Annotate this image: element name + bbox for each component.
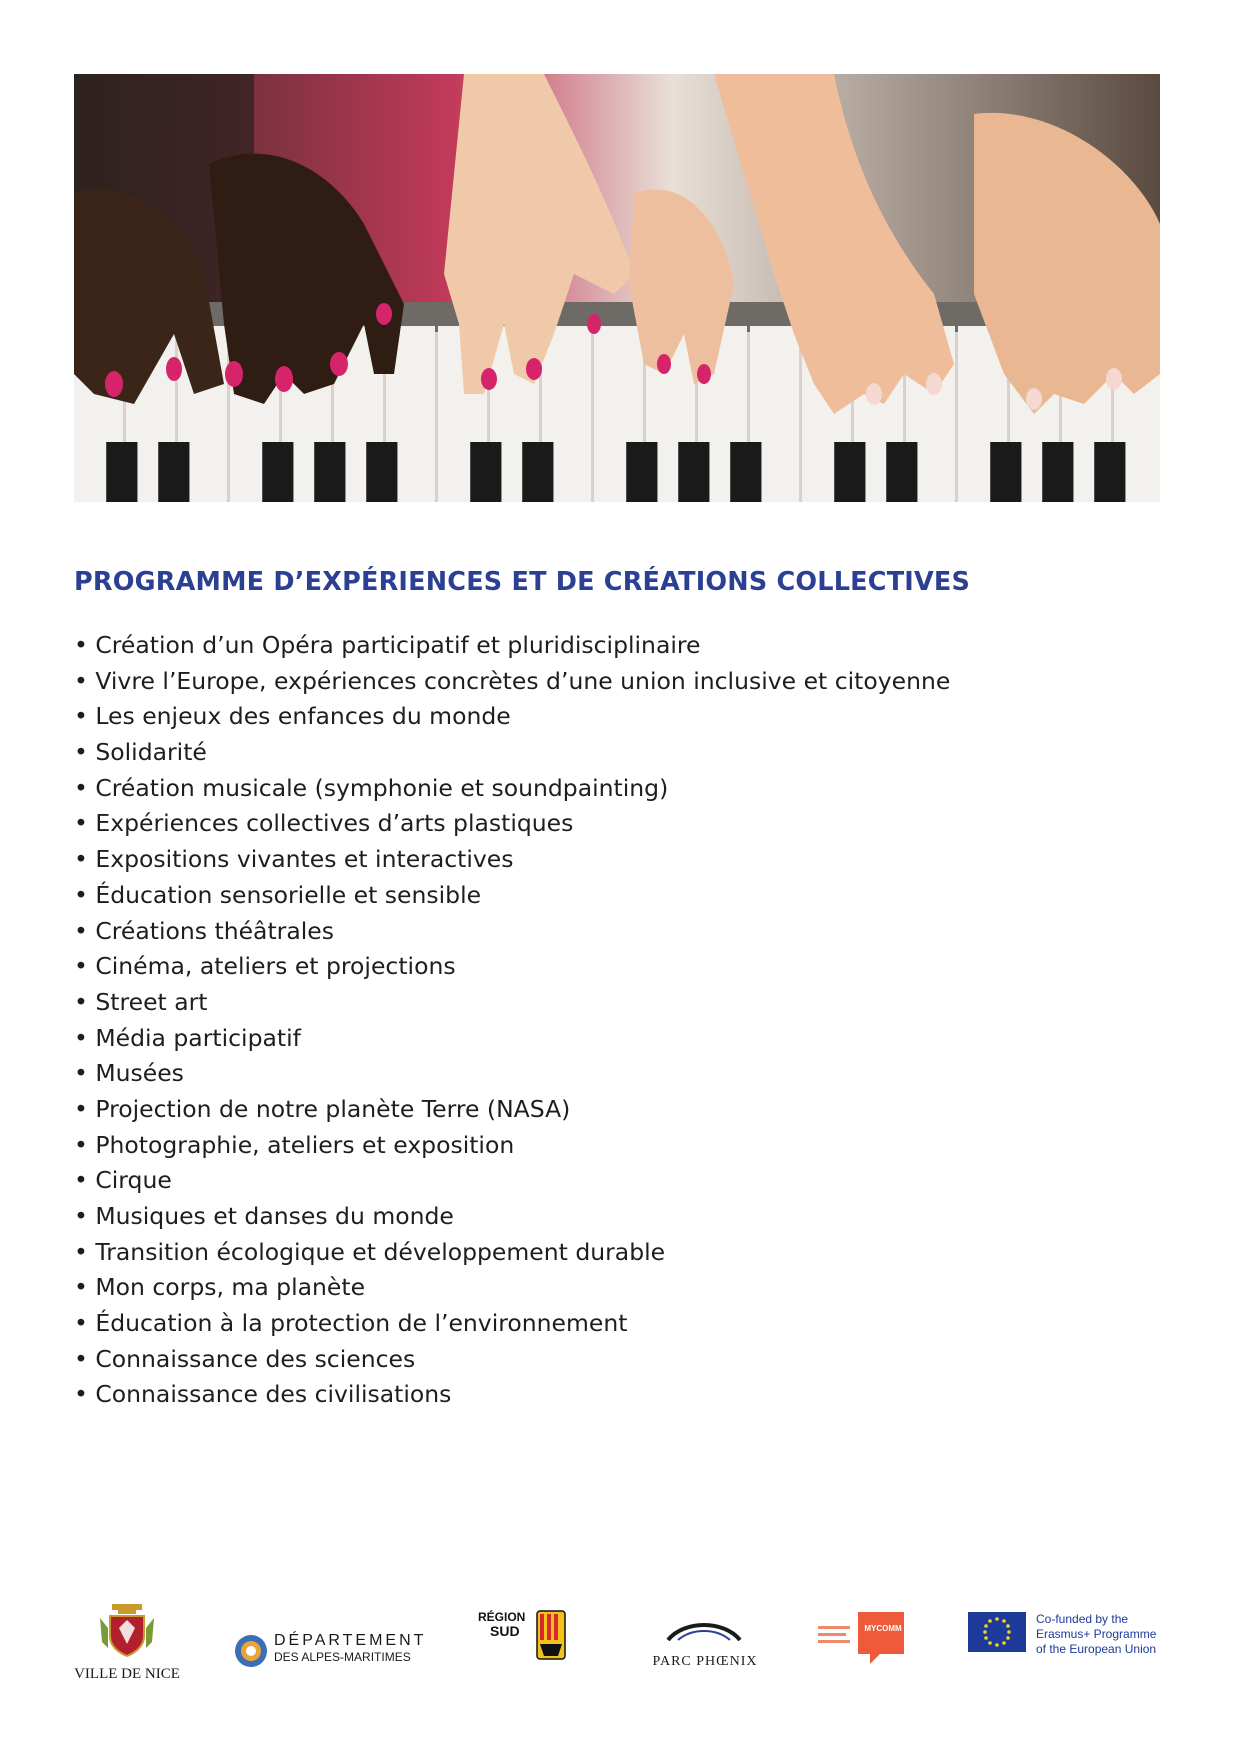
list-item: • Vivre l’Europe, expériences concrètes d’une union inclusive et citoyenne — [74, 664, 950, 700]
black-key — [990, 442, 1021, 502]
black-key — [886, 442, 917, 502]
piano-hands-photo — [74, 74, 1160, 502]
black-key — [106, 442, 137, 502]
list-item: • Média participatif — [74, 1021, 950, 1057]
departement-logo — [234, 1632, 434, 1672]
departement-line2: DES ALPES-MARITIMES — [274, 1650, 411, 1664]
list-item: • Solidarité — [74, 735, 950, 771]
list-item: • Photographie, ateliers et exposition — [74, 1128, 950, 1164]
ville-de-nice-logo — [72, 1598, 182, 1680]
black-key — [834, 442, 865, 502]
list-item: • Street art — [74, 985, 950, 1021]
mycomm-text: MYCOMM — [864, 1624, 902, 1633]
list-item: • Connaissance des sciences — [74, 1342, 950, 1378]
list-item: • Expositions vivantes et interactives — [74, 842, 950, 878]
region-line1: RÉGION — [478, 1610, 526, 1624]
list-item: • Cinéma, ateliers et projections — [74, 949, 950, 985]
list-item: • Expériences collectives d’arts plastiques — [74, 806, 950, 842]
black-key — [626, 442, 657, 502]
eu-line3: of the European Union — [1036, 1642, 1157, 1656]
list-item: • Les enjeux des enfances du monde — [74, 699, 950, 735]
region-sud-logo — [478, 1610, 588, 1690]
list-item: • Création d’un Opéra participatif et pluridisciplinaire — [74, 628, 950, 664]
list-item: • Mon corps, ma planète — [74, 1270, 950, 1306]
region-shield-icon — [536, 1610, 566, 1660]
phoenix-text: PARC PHŒNIX — [652, 1654, 758, 1669]
program-list — [74, 628, 950, 1413]
region-line2: SUD — [490, 1623, 520, 1639]
parc-phoenix-logo — [640, 1618, 770, 1678]
black-key — [314, 442, 345, 502]
eu-flag-icon — [968, 1612, 1026, 1652]
list-item: • Éducation sensorielle et sensible — [74, 878, 950, 914]
list-item: • Création musicale (symphonie et soundpainting) — [74, 771, 950, 807]
black-key — [262, 442, 293, 502]
erasmus-logo — [968, 1612, 1168, 1672]
partner-logos — [0, 1590, 1241, 1700]
nice-logo-text: VILLE DE NICE — [74, 1666, 180, 1682]
list-item: • Transition écologique et développement durable — [74, 1235, 950, 1271]
list-item: • Projection de notre planète Terre (NASA) — [74, 1092, 950, 1128]
black-key — [1094, 442, 1125, 502]
list-item: • Musiques et danses du monde — [74, 1199, 950, 1235]
list-item: • Créations théâtrales — [74, 914, 950, 950]
black-key — [366, 442, 397, 502]
black-key — [470, 442, 501, 502]
list-item: • Musées — [74, 1056, 950, 1092]
black-key — [158, 442, 189, 502]
departement-emblem-icon — [234, 1634, 268, 1668]
mycomm-badge-icon — [818, 1606, 908, 1666]
eu-line1: Co-funded by the — [1036, 1612, 1129, 1626]
list-item: • Éducation à la protection de l’environnement — [74, 1306, 950, 1342]
departement-line1: DÉPARTEMENT — [274, 1632, 427, 1649]
hero-photo — [74, 74, 1160, 502]
page-title: PROGRAMME D’EXPÉRIENCES ET DE CRÉATIONS COLLECTIVES — [74, 567, 971, 597]
phoenix-arch-icon — [664, 1618, 744, 1644]
mycomm-logo — [818, 1606, 908, 1680]
black-keys — [106, 442, 1160, 502]
black-key — [678, 442, 709, 502]
eu-line2: Erasmus+ Programme — [1036, 1627, 1157, 1641]
nice-crest-icon — [72, 1598, 182, 1658]
black-key — [522, 442, 553, 502]
list-item: • Connaissance des civilisations — [74, 1377, 950, 1413]
list-item: • Cirque — [74, 1163, 950, 1199]
black-key — [730, 442, 761, 502]
black-key — [1042, 442, 1073, 502]
